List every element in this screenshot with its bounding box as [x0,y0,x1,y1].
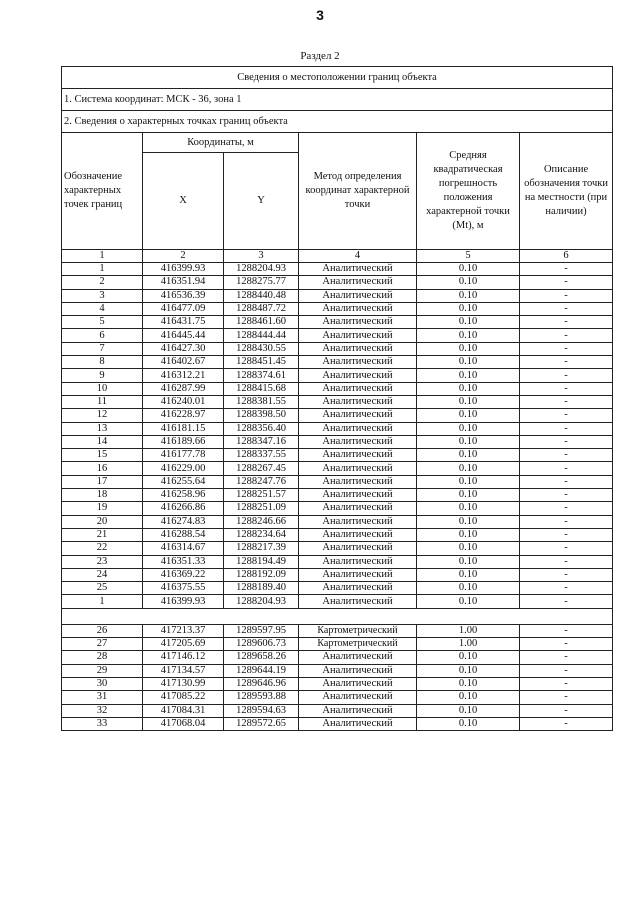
boundary-table [61,66,613,731]
table-row [62,528,613,541]
table-row [62,638,613,651]
table-cell: - [520,329,613,342]
table-cell: Аналитический [299,356,417,369]
table-cell: 1288487.72 [224,302,299,315]
column-number: 5 [417,250,520,263]
table-cell: 0.10 [417,651,520,664]
table-cell: - [520,422,613,435]
table-cell: 1 [62,263,143,276]
table-cell: 0.10 [417,489,520,502]
table-cell: - [520,342,613,355]
table-cell: 416375.55 [143,582,224,595]
table-cell: 1289597.95 [224,624,299,637]
table-cell: 0.10 [417,395,520,408]
table-cell: 15 [62,449,143,462]
table-title: Сведения о местоположении границ объекта [62,67,613,89]
table-cell: 4 [62,302,143,315]
table-cell: Аналитический [299,369,417,382]
table-cell: 12 [62,409,143,422]
table-row [62,435,613,448]
table-row [62,462,613,475]
table-cell: - [520,717,613,730]
table-row [62,289,613,302]
table-cell: Аналитический [299,582,417,595]
table-cell: 2 [62,276,143,289]
table-row [62,515,613,528]
table-cell: Аналитический [299,489,417,502]
separator-row [62,608,613,624]
separator-cell [62,608,613,624]
table-cell: 1.00 [417,638,520,651]
table-cell: - [520,302,613,315]
table-cell: Аналитический [299,409,417,422]
table-cell: 416228.97 [143,409,224,422]
table-cell: 1.00 [417,624,520,637]
table-cell: 3 [62,289,143,302]
table-cell: 1288194.49 [224,555,299,568]
table-cell: 1288204.93 [224,263,299,276]
table-cell: - [520,409,613,422]
table-cell: 417130.99 [143,677,224,690]
table-cell: 0.10 [417,515,520,528]
table-cell: 416181.15 [143,422,224,435]
table-cell: 416445.44 [143,329,224,342]
table-cell: 0.10 [417,422,520,435]
table-cell: 1288192.09 [224,568,299,581]
table-cell: 33 [62,717,143,730]
table-cell: 417134.57 [143,664,224,677]
table-cell: 416402.67 [143,356,224,369]
table-cell: - [520,595,613,608]
table-row [62,555,613,568]
table-cell: 416240.01 [143,395,224,408]
table-cell: 0.10 [417,329,520,342]
table-cell: 23 [62,555,143,568]
table-cell: - [520,704,613,717]
table-cell: 1288430.55 [224,342,299,355]
table-cell: 1289593.88 [224,691,299,704]
table-cell: 1288267.45 [224,462,299,475]
page-number: 3 [316,7,324,23]
table-cell: - [520,568,613,581]
table-cell: 0.10 [417,382,520,395]
table-cell: 416351.33 [143,555,224,568]
table-cell: Аналитический [299,435,417,448]
table-cell: 416312.21 [143,369,224,382]
table-cell: Картометрический [299,638,417,651]
table-row [62,624,613,637]
table-cell: 0.10 [417,276,520,289]
table-cell: 416177.78 [143,449,224,462]
table-cell: 26 [62,624,143,637]
table-cell: 5 [62,316,143,329]
table-row [62,677,613,690]
table-cell: Аналитический [299,263,417,276]
table-cell: 0.10 [417,356,520,369]
table-cell: 416255.64 [143,475,224,488]
table-cell: 416536.39 [143,289,224,302]
table-cell: Аналитический [299,717,417,730]
table-row [62,302,613,315]
table-cell: 6 [62,329,143,342]
table-row [62,542,613,555]
table-cell: - [520,582,613,595]
table-cell: 1289594.63 [224,704,299,717]
table-cell: - [520,449,613,462]
table-cell: 0.10 [417,691,520,704]
table-cell: 1288246.66 [224,515,299,528]
table-row [62,582,613,595]
table-cell: - [520,502,613,515]
section-title: Раздел 2 [300,50,340,62]
header-point: Обозначение характерных точек границ [62,133,143,250]
table-cell: 0.10 [417,582,520,595]
table-cell: 31 [62,691,143,704]
table-cell: 20 [62,515,143,528]
table-cell: - [520,677,613,690]
table-cell: - [520,691,613,704]
table-cell: 13 [62,422,143,435]
table-row [62,409,613,422]
table-cell: 18 [62,489,143,502]
table-row [62,595,613,608]
table-cell: - [520,276,613,289]
column-number: 3 [224,250,299,263]
table-cell: - [520,356,613,369]
table-cell: 416399.93 [143,595,224,608]
table-cell: 0.10 [417,555,520,568]
table-cell: 416477.09 [143,302,224,315]
table-cell: 416399.93 [143,263,224,276]
column-number: 4 [299,250,417,263]
table-cell: 1288398.50 [224,409,299,422]
table-cell: Аналитический [299,664,417,677]
table-cell: Аналитический [299,691,417,704]
table-cell: 0.10 [417,502,520,515]
table-row [62,704,613,717]
table-cell: 1288234.64 [224,528,299,541]
table-cell: 11 [62,395,143,408]
table-cell: Аналитический [299,677,417,690]
table-cell: 417084.31 [143,704,224,717]
table-row [62,568,613,581]
table-row [62,263,613,276]
table-cell: 416229.00 [143,462,224,475]
table-cell: 32 [62,704,143,717]
table-row [62,316,613,329]
table-cell: 10 [62,382,143,395]
table-cell: - [520,515,613,528]
table-cell: 27 [62,638,143,651]
table-cell: 1288381.55 [224,395,299,408]
table-cell: - [520,462,613,475]
table-cell: 0.10 [417,449,520,462]
table-cell: 416369.22 [143,568,224,581]
table-cell: 0.10 [417,664,520,677]
table-row [62,276,613,289]
table-cell: 416351.94 [143,276,224,289]
table-cell: 9 [62,369,143,382]
column-number: 2 [143,250,224,263]
table-cell: - [520,638,613,651]
table-cell: 416189.66 [143,435,224,448]
table-cell: Аналитический [299,704,417,717]
table-cell: 0.10 [417,542,520,555]
table-cell: 0.10 [417,528,520,541]
table-cell: 417213.37 [143,624,224,637]
table-cell: 0.10 [417,435,520,448]
table-cell: 1288347.16 [224,435,299,448]
table-cell: 416288.54 [143,528,224,541]
table-cell: 1288374.61 [224,369,299,382]
table-cell: 0.10 [417,677,520,690]
table-cell: 1288440.48 [224,289,299,302]
table-cell: 416314.67 [143,542,224,555]
table-cell: 0.10 [417,568,520,581]
column-number-row [62,250,613,263]
table-cell: 0.10 [417,316,520,329]
table-cell: - [520,316,613,329]
table-cell: Аналитический [299,462,417,475]
header-y: Y [224,153,299,250]
table-cell: Аналитический [299,289,417,302]
table-cell: 1289658.26 [224,651,299,664]
header-error: Средняя квадратическая погрешность положения характерной точки (Mt), м [417,133,520,250]
table-row [62,369,613,382]
table-cell: 8 [62,356,143,369]
table-cell: 1288251.57 [224,489,299,502]
table-cell: Аналитический [299,528,417,541]
table-cell: - [520,369,613,382]
table-cell: 1288461.60 [224,316,299,329]
table-row [62,502,613,515]
table-cell: 416427.30 [143,342,224,355]
table-cell: 1288356.40 [224,422,299,435]
table-cell: 22 [62,542,143,555]
table-cell: 1288415.68 [224,382,299,395]
table-row [62,329,613,342]
header-x: X [143,153,224,250]
header-method: Метод определения координат характерной точки [299,133,417,250]
table-row [62,356,613,369]
table-row [62,489,613,502]
table-cell: 1 [62,595,143,608]
table-cell: 1288444.44 [224,329,299,342]
table-cell: 0.10 [417,475,520,488]
table-row [62,342,613,355]
table-cell: 1288275.77 [224,276,299,289]
table-cell: 1289646.96 [224,677,299,690]
table-row [62,382,613,395]
table-cell: 29 [62,664,143,677]
table-cell: 0.10 [417,409,520,422]
table-cell: Аналитический [299,449,417,462]
table-cell: 1289572.65 [224,717,299,730]
table-cell: 417146.12 [143,651,224,664]
table-cell: 1288247.76 [224,475,299,488]
table-cell: Аналитический [299,568,417,581]
table-cell: 0.10 [417,595,520,608]
table-cell: Аналитический [299,555,417,568]
table-row [62,475,613,488]
table-cell: 416266.86 [143,502,224,515]
table-cell: 21 [62,528,143,541]
table-row [62,664,613,677]
table-cell: - [520,395,613,408]
table-cell: 0.10 [417,302,520,315]
table-cell: 0.10 [417,462,520,475]
table-cell: 1288451.45 [224,356,299,369]
table-cell: 19 [62,502,143,515]
table-row [62,691,613,704]
table-cell: Аналитический [299,651,417,664]
table-cell: Аналитический [299,515,417,528]
table-cell: Аналитический [299,395,417,408]
table-cell: - [520,475,613,488]
table-cell: 0.10 [417,342,520,355]
table-cell: 25 [62,582,143,595]
table-cell: 17 [62,475,143,488]
column-number: 6 [520,250,613,263]
table-cell: Аналитический [299,382,417,395]
table-cell: - [520,289,613,302]
table-row [62,717,613,730]
table-cell: 0.10 [417,704,520,717]
table-cell: Аналитический [299,475,417,488]
table-cell: 7 [62,342,143,355]
table-cell: 0.10 [417,717,520,730]
table-cell: Аналитический [299,502,417,515]
header-coordinates: Координаты, м [143,133,299,153]
table-row [62,651,613,664]
table-cell: - [520,542,613,555]
table-row [62,422,613,435]
points-heading-row: 2. Сведения о характерных точках границ объекта [62,111,613,133]
table-cell: 1289644.19 [224,664,299,677]
table-row [62,395,613,408]
table-cell: Аналитический [299,276,417,289]
table-cell: 30 [62,677,143,690]
table-cell: 416274.83 [143,515,224,528]
table-cell: - [520,435,613,448]
table-cell: Аналитический [299,595,417,608]
table-cell: - [520,263,613,276]
table-cell: 1288337.55 [224,449,299,462]
table-cell: 417205.69 [143,638,224,651]
table-cell: 417085.22 [143,691,224,704]
table-cell: - [520,528,613,541]
table-cell: - [520,651,613,664]
table-cell: Картометрический [299,624,417,637]
table-cell: Аналитический [299,329,417,342]
table-cell: 0.10 [417,289,520,302]
table-cell: 417068.04 [143,717,224,730]
table-cell: 0.10 [417,369,520,382]
table-cell: 28 [62,651,143,664]
table-cell: 416287.99 [143,382,224,395]
table-cell: 1288251.09 [224,502,299,515]
table-cell: 0.10 [417,263,520,276]
table-cell: 1289606.73 [224,638,299,651]
table-cell: 24 [62,568,143,581]
table-cell: Аналитический [299,342,417,355]
table-cell: Аналитический [299,302,417,315]
table-cell: 416258.96 [143,489,224,502]
table-cell: 1288217.39 [224,542,299,555]
table-cell: 16 [62,462,143,475]
coordinate-system-row: 1. Система координат: МСК - 36, зона 1 [62,89,613,111]
table-cell: Аналитический [299,542,417,555]
table-cell: - [520,664,613,677]
table-cell: Аналитический [299,316,417,329]
table-cell: 416431.75 [143,316,224,329]
table-row [62,449,613,462]
table-cell: 1288189.40 [224,582,299,595]
table-cell: - [520,489,613,502]
table-cell: 14 [62,435,143,448]
table-cell: Аналитический [299,422,417,435]
table-cell: 1288204.93 [224,595,299,608]
header-description: Описание обозначения точки на местности (при наличии) [520,133,613,250]
table-cell: - [520,555,613,568]
column-number: 1 [62,250,143,263]
table-cell: - [520,624,613,637]
table-cell: - [520,382,613,395]
